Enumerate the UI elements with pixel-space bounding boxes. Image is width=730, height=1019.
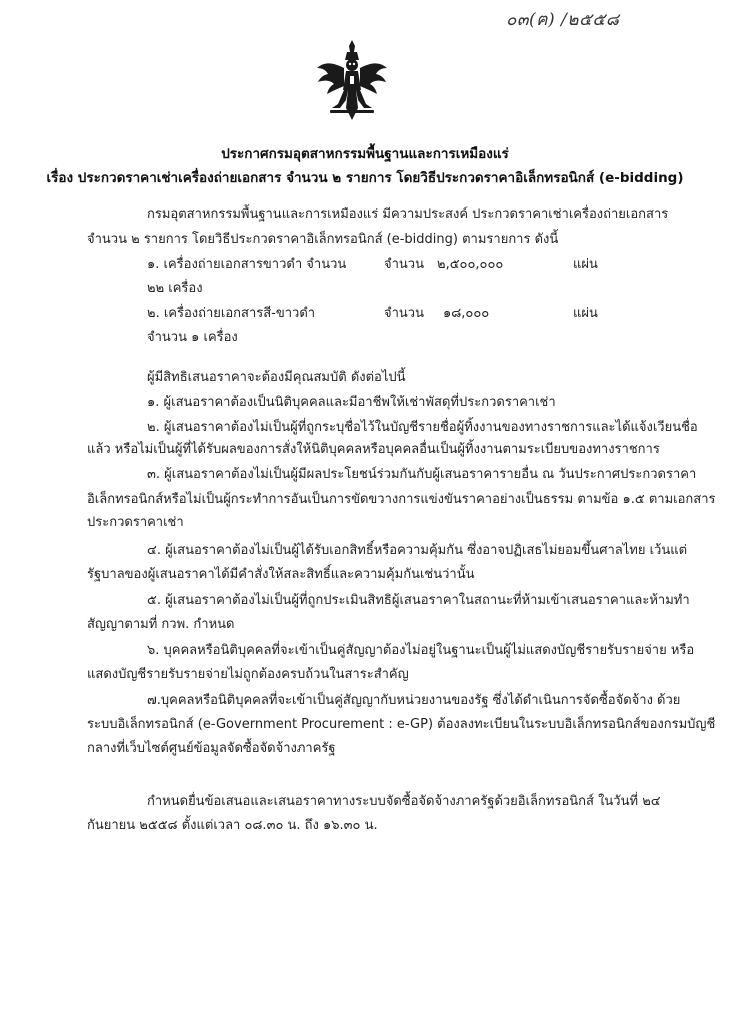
garuda-emblem-icon [314, 38, 390, 122]
document-subject: เรื่อง ประกวดราคาเช่าเครื่องถ่ายเอกสาร จำนวน ๒ รายการ โดยวิธีประกวดราคาอิเล็กทรอนิกส์ (e-bidding) [46, 170, 684, 186]
qualification-7-line-1: ๗.บุคคลหรือนิติบุคคลที่จะเข้าเป็นคู่สัญญากับหน่วยงานของรัฐ ซึ่งได้ดำเนินการจัดซื้อจัดจ้าง ด้วย [147, 693, 681, 708]
qualification-heading: ผู้มีสิทธิเสนอราคาจะต้องมีคุณสมบัติ ดังต่อไปนี้ [147, 370, 406, 385]
qualification-2-line-2: แล้ว หรือไม่เป็นผู้ที่ได้รับผลของการสั่งให้นิติบุคคลหรือบุคคลอื่นเป็นผู้ทิ้งงานตามระเบียบของทางราชการ [87, 442, 660, 457]
qualification-6-line-1: ๖. บุคคลหรือนิติบุคคลที่จะเข้าเป็นคู่สัญญาต้องไม่อยู่ในฐานะเป็นผู้ไม่แสดงบัญชีรายรับรายจ่าย หรือ [147, 643, 695, 658]
qualification-4-line-2: รัฐบาลของผู้เสนอราคาได้มีคำสั่งให้สละสิทธิ์และความคุ้มกันเช่นว่านั้น [87, 567, 475, 582]
item-1-qty: ๒,๕๐๐,๐๐๐ [437, 257, 504, 272]
item-2-count: จำนวน ๑ เครื่อง [147, 330, 238, 345]
qualification-2-line-1: ๒. ผู้เสนอราคาต้องไม่เป็นผู้ที่ถูกระบุชื่อไว้ในบัญชีรายชื่อผู้ทิ้งงานของทางราชการและได้แจ้งเวียนชื่อ [147, 420, 698, 435]
handwritten-reference: ๐๓(ฅ) /๒๕๕๘ [506, 10, 620, 30]
intro-line-1: กรมอุตสาหกรรมพื้นฐานและการเหมืองแร่ มีความประสงค์ ประกวดราคาเช่าเครื่องถ่ายเอกสาร [147, 207, 669, 222]
closing-line-2: กันยายน ๒๕๕๘ ตั้งแต่เวลา ๐๘.๓๐ น. ถึง ๑๖.๓๐ น. [87, 818, 378, 833]
qualification-5-line-1: ๕. ผู้เสนอราคาต้องไม่เป็นผู้ที่ถูกประเมินสิทธิผู้เสนอราคาในสถานะที่ห้ามเข้าเสนอราคาและห้ามทำ [147, 593, 690, 608]
item-1-qty-label: จำนวน [384, 257, 424, 272]
qualification-5-line-2: สัญญาตามที่ กวพ. กำหนด [87, 617, 235, 632]
qualification-3-line-3: ประกวดราคาเช่า [87, 515, 184, 530]
qualification-6-line-2: แสดงบัญชีรายรับรายจ่ายไม่ถูกต้องครบถ้วนในสาระสำคัญ [87, 667, 409, 682]
qualification-3-line-1: ๓. ผู้เสนอราคาต้องไม่เป็นผู้มีผลประโยชน์ร่วมกันกับผู้เสนอราคารายอื่น ณ วันประกาศประกวดราคา [147, 467, 697, 482]
item-1-unit: แผ่น [573, 257, 598, 272]
qualification-1: ๑. ผู้เสนอราคาต้องเป็นนิติบุคคลและมีอาชีพให้เช่าพัสดุที่ประกวดราคาเช่า [147, 395, 556, 410]
closing-line-1: กำหนดยื่นข้อเสนอและเสนอราคาทางระบบจัดซื้อจัดจ้างภาครัฐด้วยอิเล็กทรอนิกส์ ในวันที่ ๒๔ [147, 794, 661, 809]
qualification-3-line-2: อิเล็กทรอนิกส์หรือไม่เป็นผู้กระทำการอันเป็นการขัดขวางการแข่งขันราคาอย่างเป็นธรรม ตามข้อ ๑.๕ ตามเอกสาร [87, 492, 716, 507]
item-2-qty-label: จำนวน [384, 306, 424, 321]
item-1-name: ๑. เครื่องถ่ายเอกสารขาวดำ จำนวน [147, 257, 347, 272]
qualification-4-line-1: ๔. ผู้เสนอราคาต้องไม่เป็นผู้ได้รับเอกสิทธิ์หรือความคุ้มกัน ซึ่งอาจปฏิเสธไม่ยอมขึ้นศาลไทย เว้นแต่ [147, 543, 688, 558]
document-title: ประกาศกรมอุตสาหกรรมพื้นฐานและการเหมืองแร่ [221, 146, 509, 162]
intro-line-2: จำนวน ๒ รายการ โดยวิธีประกวดราคาอิเล็กทรอนิกส์ (e-bidding) ตามรายการ ดังนี้ [87, 232, 559, 247]
item-2-unit: แผ่น [573, 306, 598, 321]
item-2-name: ๒. เครื่องถ่ายเอกสารสี-ขาวดำ [147, 306, 316, 321]
qualification-7-line-3: กลางที่เว็บไซต์ศูนย์ข้อมูลจัดซื้อจัดจ้างภาครัฐ [87, 741, 336, 756]
qualification-7-line-2: ระบบอิเล็กทรอนิกส์ (e-Government Procurement : e-GP) ต้องลงทะเบียนในระบบอิเล็กทรอนิกส์ของกรมบัญชี [87, 717, 716, 732]
item-1-count: ๒๒ เครื่อง [147, 281, 203, 296]
item-2-qty: ๑๘,๐๐๐ [443, 306, 490, 321]
